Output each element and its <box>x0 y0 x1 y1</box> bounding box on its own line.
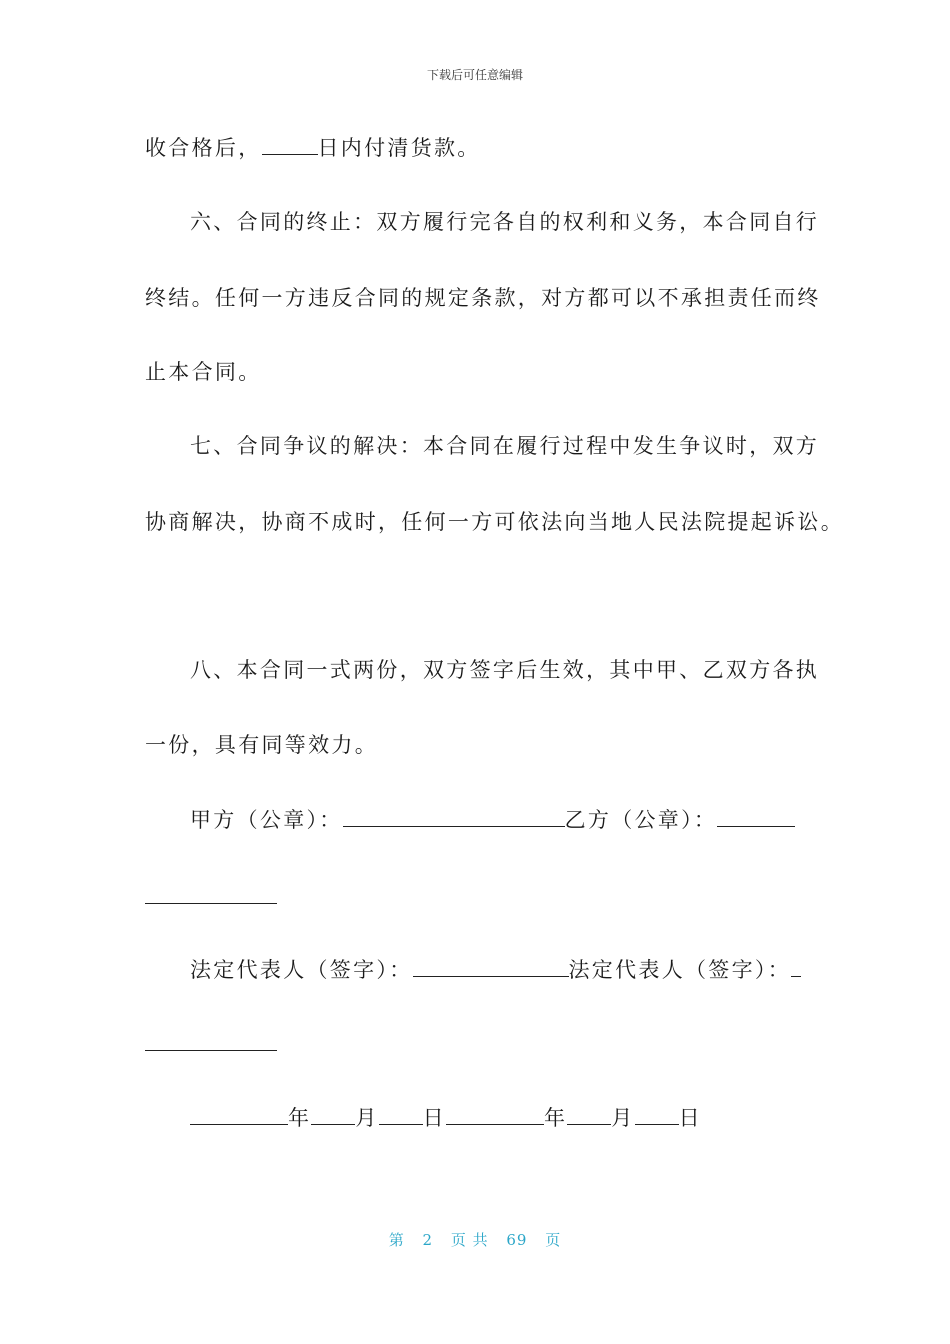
day-a-blank <box>379 1104 423 1125</box>
representative-line <box>190 956 801 984</box>
page-header: 下载后可任意编辑 <box>426 68 523 82</box>
date-line <box>190 1104 702 1132</box>
clause-7-line-2: 协商解决，协商不成时，任何一方可依法向当地人民法院提起诉讼。 <box>145 510 844 534</box>
clause-6-line-1: 六、合同的终止：双方履行完各自的权利和义务，本合同自行 <box>190 210 820 234</box>
rep-b-label: 法定代表人（签字）： <box>568 958 791 982</box>
year-label: 年 <box>543 1106 568 1130</box>
month-label: 月 <box>355 1106 379 1130</box>
clause-6-line-2: 终结。任何一方违反合同的规定条款，对方都可以不承担责任而终 <box>145 286 821 310</box>
page-footer <box>0 1229 950 1250</box>
paragraph-line-1 <box>145 134 481 162</box>
current-page-number: 2 <box>422 1231 434 1249</box>
text-segment: 日内付清货款。 <box>317 136 481 160</box>
text-segment: 收合格后， <box>145 136 262 160</box>
footer-middle: 页 共 <box>450 1231 489 1249</box>
day-label: 日 <box>422 1106 446 1130</box>
day-b-blank <box>635 1104 679 1125</box>
rep-a-blank <box>413 956 569 977</box>
month-a-blank <box>311 1104 355 1125</box>
clause-7-line-1: 七、合同争议的解决：本合同在履行过程中发生争议时，双方 <box>190 434 820 458</box>
footer-suffix: 页 <box>545 1231 562 1249</box>
month-b-blank <box>567 1104 611 1125</box>
party-b-blank <box>717 806 795 827</box>
clause-8-line-2: 一份，具有同等效力。 <box>145 733 378 757</box>
day-label: 日 <box>678 1106 702 1130</box>
blank-days <box>262 134 318 155</box>
party-b-blank-continued <box>145 903 277 904</box>
total-page-count: 69 <box>506 1231 528 1249</box>
month-label: 月 <box>611 1106 635 1130</box>
clause-6-line-3: 止本合同。 <box>145 360 262 384</box>
rep-a-label: 法定代表人（签字）： <box>190 958 413 982</box>
footer-prefix: 第 <box>388 1231 405 1249</box>
party-a-blank <box>343 806 565 827</box>
year-b-blank <box>446 1104 544 1125</box>
year-label: 年 <box>288 1106 312 1130</box>
party-b-label: 乙方（公章）： <box>564 808 718 832</box>
party-seal-line <box>190 806 795 834</box>
rep-b-blank <box>791 956 801 977</box>
clause-8-line-1: 八、本合同一式两份，双方签字后生效，其中甲、乙双方各执 <box>190 658 820 682</box>
rep-b-blank-continued <box>145 1050 277 1051</box>
year-a-blank <box>190 1104 288 1125</box>
party-a-label: 甲方（公章）： <box>190 808 343 832</box>
